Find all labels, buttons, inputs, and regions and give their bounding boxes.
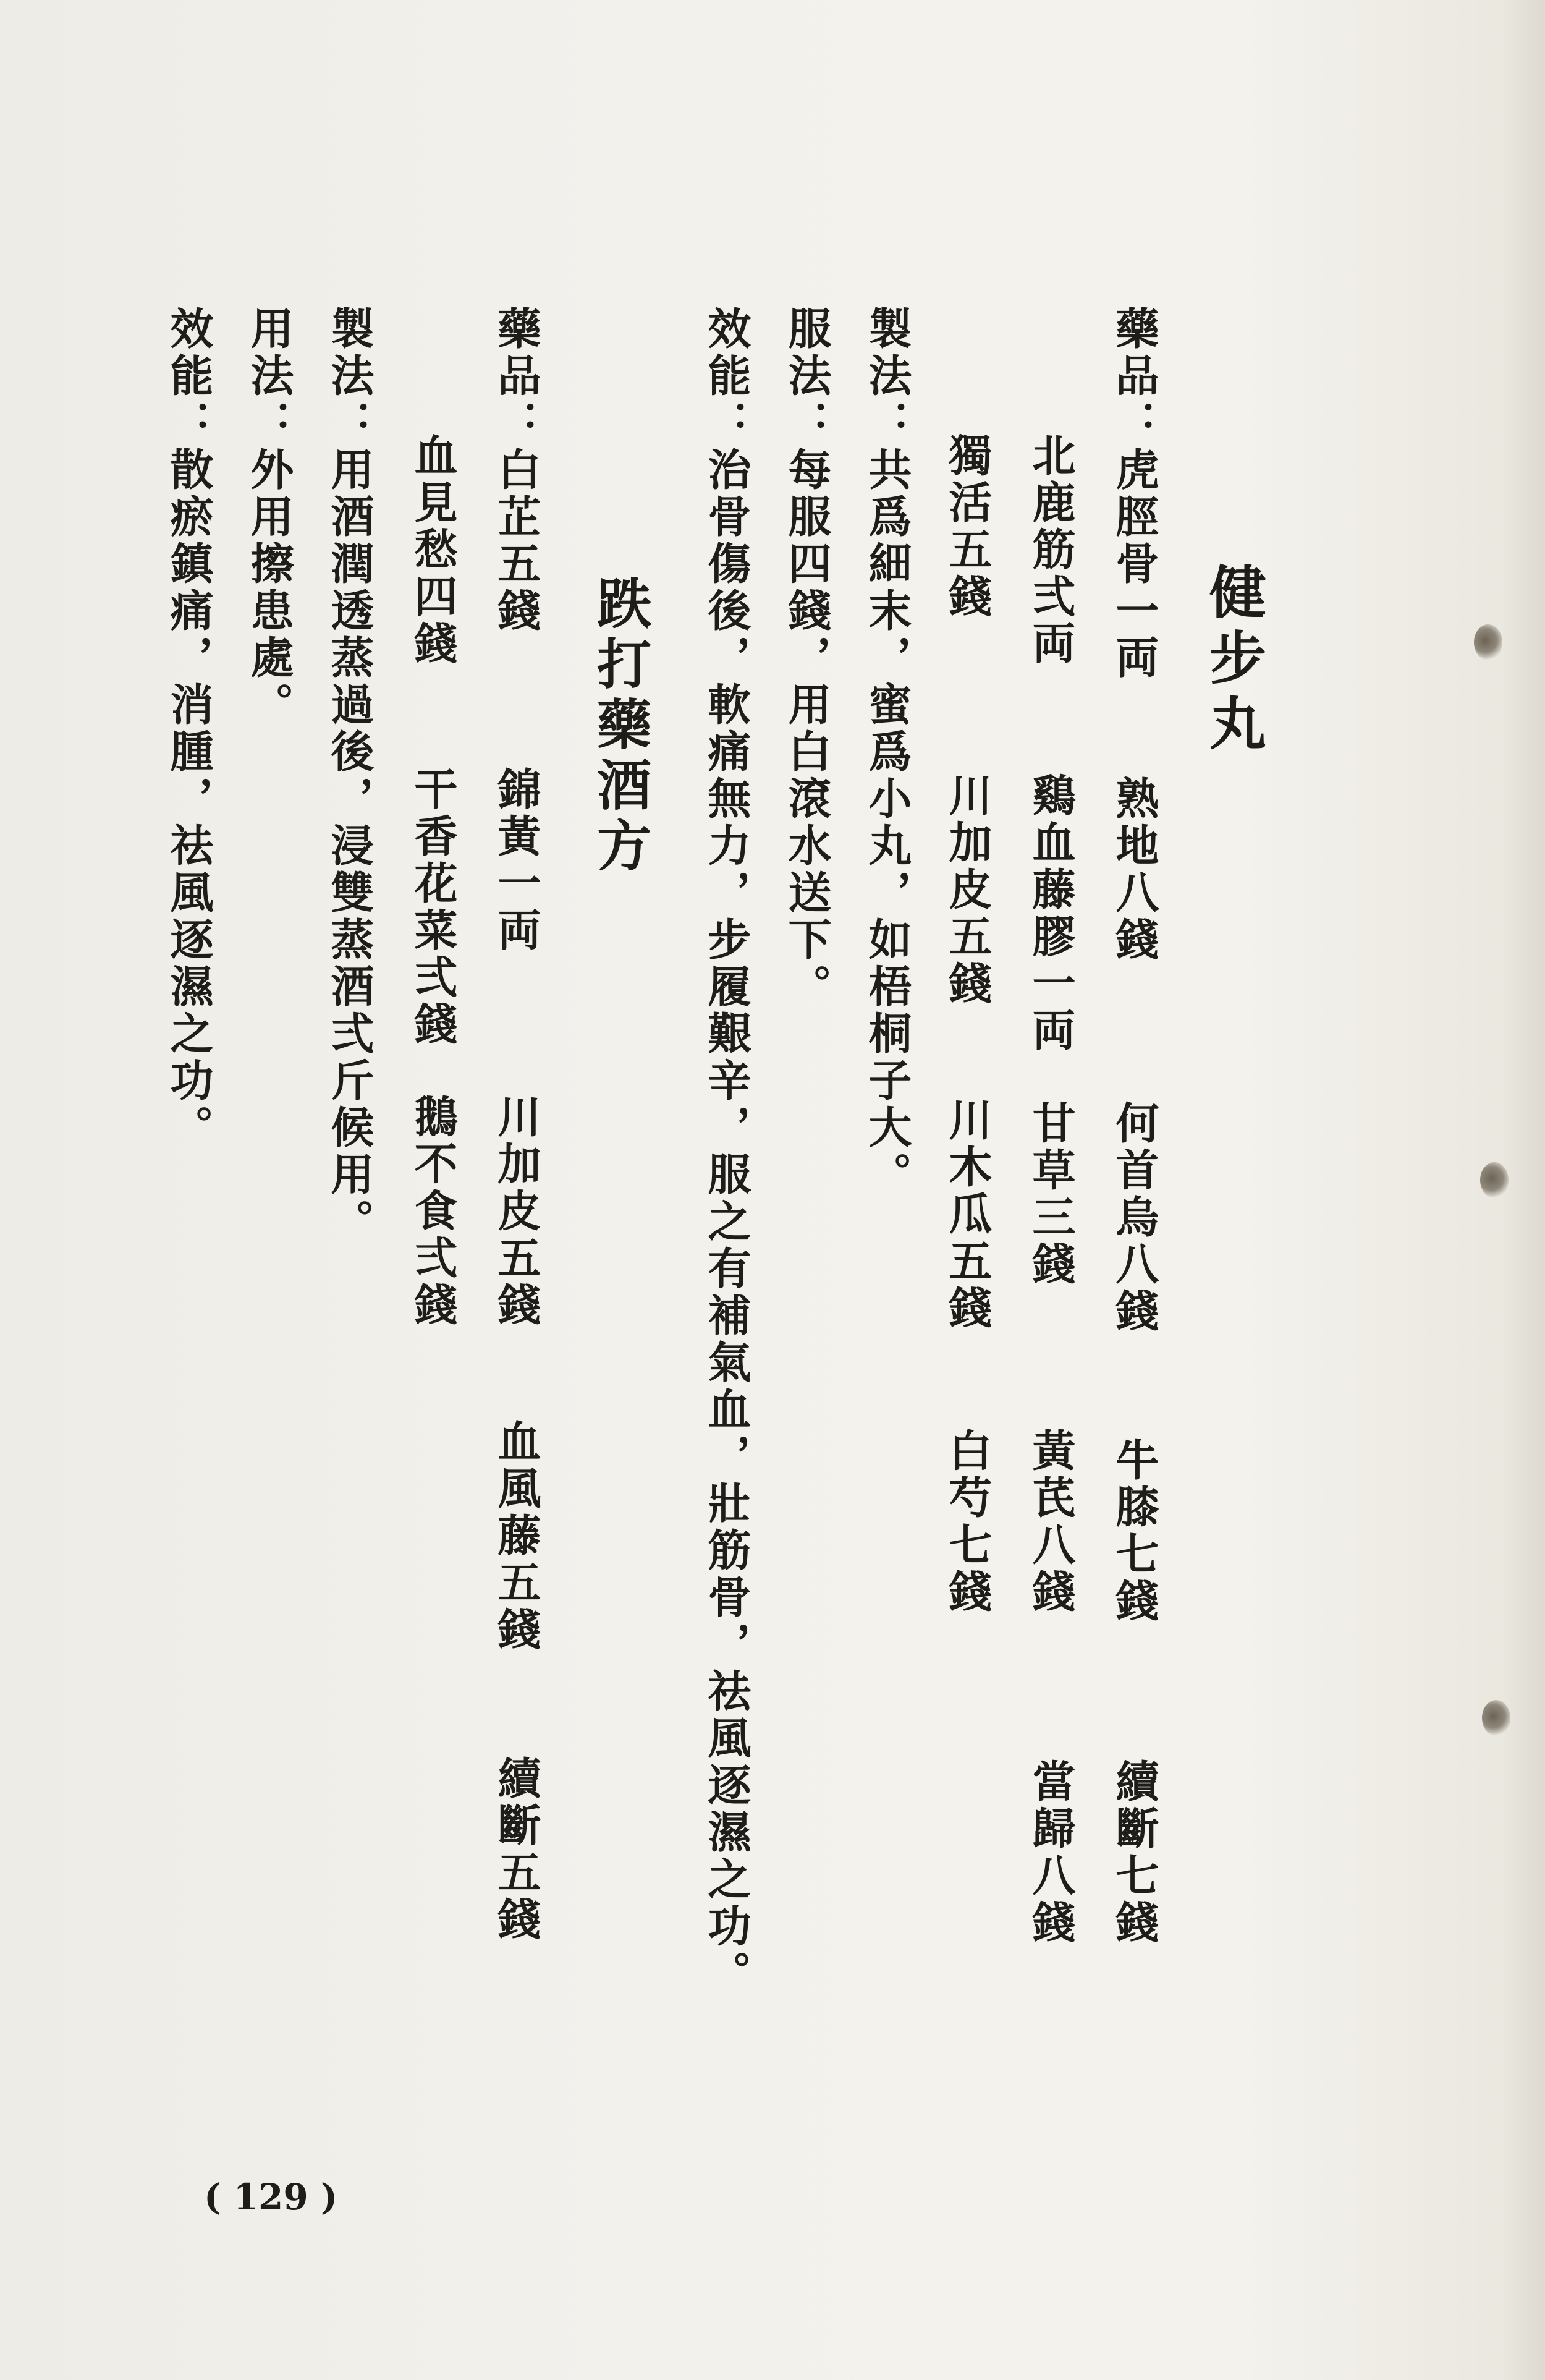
recipe-subtitle: 跌打藥酒方: [588, 575, 653, 878]
ingredient: 鷄血藤膠一両: [1025, 773, 1077, 1055]
ingredient: 血見愁四錢: [407, 433, 459, 668]
ingredient: 當歸八錢: [1025, 1759, 1077, 1947]
ingredient: 白芍七錢: [942, 1428, 993, 1616]
ingredient: 錦黃一両: [491, 767, 542, 954]
ingredient: 川木瓜五錢: [942, 1097, 993, 1332]
page-number: ( 129 ): [204, 2176, 338, 2218]
ingredient: 黃芪八錢: [1025, 1428, 1077, 1616]
efficacy-text: 效能：治骨傷後，軟痛無力，步履艱辛，服之有補氣血，壯筋骨，祛風逐濕之功。: [701, 306, 752, 1997]
ingredient: 甘草三錢: [1025, 1100, 1077, 1288]
ingredient: 續斷七錢: [1109, 1759, 1160, 1947]
preparation-text-2: 製法：用酒潤透蒸過後，浸雙蒸酒弍斤候用。: [324, 306, 375, 1246]
binding-hole-middle: [1480, 1162, 1509, 1198]
usage-text-2: 用法：外用擦患處。: [243, 306, 295, 729]
ingredient: 血風藤五錢: [491, 1419, 542, 1654]
ingredient: 川加皮五錢: [491, 1094, 542, 1329]
page-edge-shadow: [1502, 0, 1545, 2380]
ingredient: 獨活五錢: [942, 433, 993, 621]
ingredient: 川加皮五錢: [942, 773, 993, 1008]
binding-hole-bottom: [1482, 1700, 1510, 1736]
ingredient: 熟地八錢: [1109, 776, 1160, 964]
ingredient: 續斷五錢: [491, 1756, 542, 1944]
efficacy-text-2: 效能：散瘀鎮痛，消腫，祛風逐濕之功。: [163, 306, 214, 1152]
ingredients-head: 藥品：虎脛骨一両: [1109, 306, 1160, 682]
ingredient: 牛膝七錢: [1109, 1437, 1160, 1625]
binding-hole-top: [1474, 624, 1502, 660]
ingredients-head-2: 藥品：白芷五錢: [491, 306, 542, 635]
usage-text: 服法：每服四錢，用白滾水送下。: [781, 306, 832, 1011]
ingredient: 北鹿筋弍両: [1025, 433, 1077, 668]
ingredient: 鵝不食弍錢: [407, 1094, 459, 1329]
ingredient: 何首烏八錢: [1109, 1100, 1160, 1335]
ingredients-line-1: [1109, 306, 1160, 682]
preparation-text: 製法：共爲細末，蜜爲小丸，如梧桐子大。: [861, 306, 913, 1199]
ingredient: 干香花菜弍錢: [407, 767, 459, 1048]
recipe-title: 健步丸: [1200, 563, 1267, 759]
